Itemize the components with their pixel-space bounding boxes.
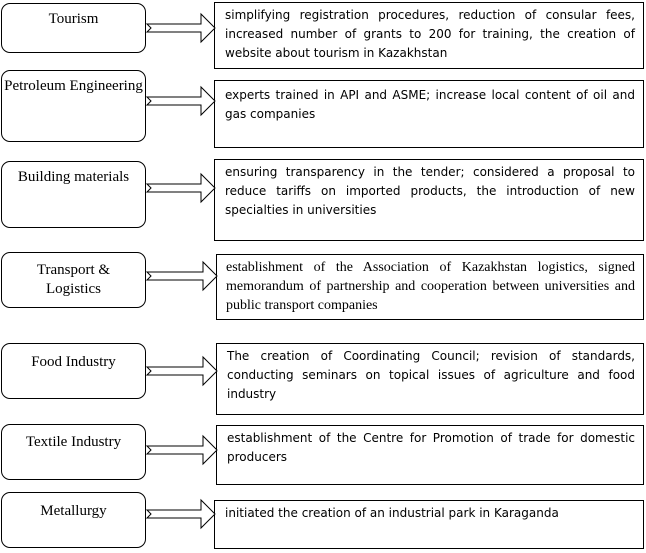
- arrow-icon: [147, 262, 217, 290]
- arrow-icon: [147, 174, 215, 202]
- sector-label: Food Industry: [31, 354, 116, 370]
- arrow-icon: [147, 87, 215, 115]
- measures-text: initiated the creation of an industrial park in Karaganda: [225, 506, 559, 520]
- sector-label: Transport & Logistics: [36, 262, 111, 297]
- measures-text: The creation of Coordinating Council; revision of standards, conducting seminars on topical issues of agriculture and food industry: [227, 349, 635, 401]
- sector-label: Textile Industry: [25, 434, 122, 450]
- sector-label: Petroleum Engineering: [4, 78, 143, 94]
- measures-text: ensuring transparency in the tender; considered a proposal to reduce tariffs on imported products, the introduction of new specialties in universities: [225, 165, 635, 217]
- sector-label: Metallurgy: [40, 503, 107, 519]
- measures-text: experts trained in API and ASME; increase local content of oil and gas companies: [225, 88, 635, 121]
- measures-text: establishment of the Association of Kazakhstan logistics, signed memorandum of partnership and cooperation between universities and public transport companies: [226, 260, 635, 313]
- arrow-icon: [147, 357, 217, 385]
- arrow-icon: [147, 436, 217, 464]
- arrow-icon: [147, 14, 215, 42]
- measures-text: simplifying registration procedures, reduction of consular fees, increased number of grants to 200 for training, the creation of website about tourism in Kazakhstan: [225, 8, 635, 60]
- measures-text: establishment of the Centre for Promotion of trade for domestic producers: [227, 431, 635, 464]
- sector-label: Building materials: [17, 169, 130, 185]
- sector-label: Tourism: [48, 11, 99, 27]
- arrow-icon: [147, 500, 215, 528]
